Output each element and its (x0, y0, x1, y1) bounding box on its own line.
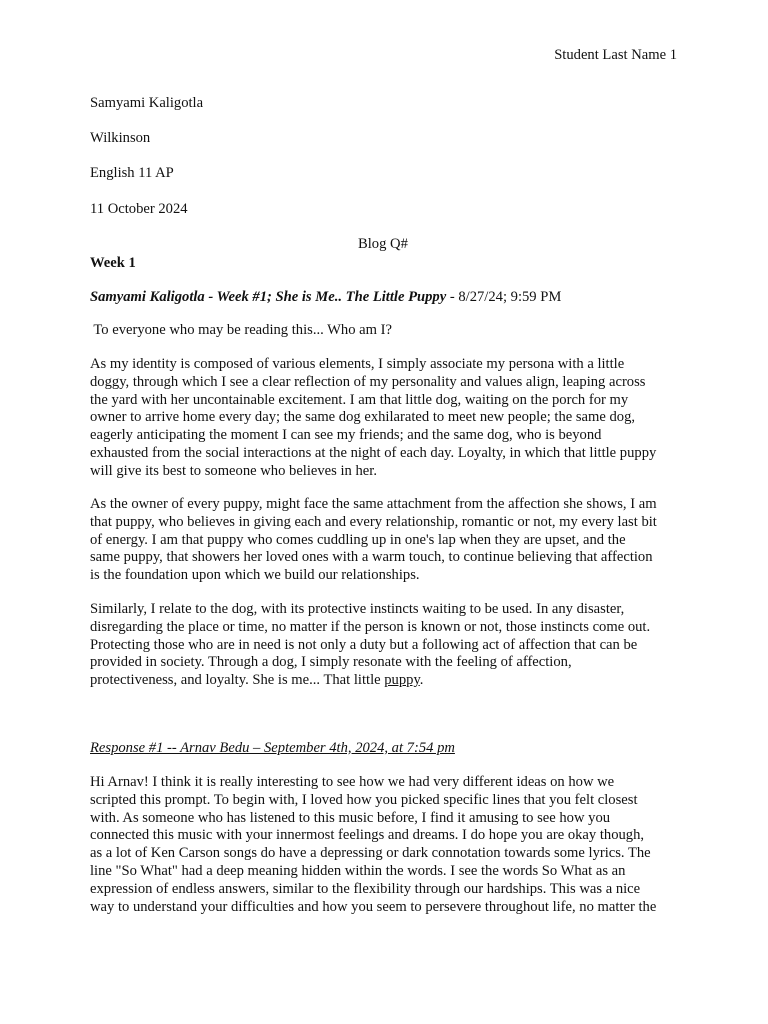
paragraph-line: doggy, through which I see a clear reflection of my personality and values align, leaping across (90, 373, 646, 390)
paragraph-line: as a lot of Ken Carson songs do have a depressing or dark connotation towards some lyrics. The (90, 845, 651, 862)
document-title: Blog Q# (358, 236, 408, 252)
paragraph-line: disregarding the place or time, no matter if the person is known or not, those instincts come out. (90, 618, 651, 635)
response-heading: Response #1 -- Arnav Bedu – September 4th, 2024, at 7:54 pm (90, 740, 455, 756)
paragraph-line: Similarly, I relate to the dog, with its protective instincts waiting to be used. In any disaster, (90, 601, 625, 617)
post-title: Samyami Kaligotla - Week #1; She is Me.. The Little Puppy (90, 289, 447, 305)
paragraph-line: way to understand your difficulties and how you seem to persevere throughout life, no matter the (90, 898, 657, 915)
post-paragraph-3 (90, 601, 680, 690)
paragraph-line: owner to arrive home every day; the same dog exhilarated to meet new people; the same dog, (90, 409, 636, 426)
post-intro: To everyone who may be reading this... Who am I? (90, 322, 392, 338)
paragraph-line: Protecting those who are in need is not only a duty but a following act of affection that can be (90, 636, 638, 653)
paragraph-line: that puppy, who believes in giving each and every relationship, romantic or not, my every last bit (90, 513, 657, 530)
paragraph-line: exhausted from the social interactions at the night of each day. Loyalty, in which that little puppy (90, 444, 657, 461)
post-title-line (90, 289, 561, 307)
paragraph-line: line "So What" had a deep meaning hidden within the words. I see the words So What as an (90, 862, 626, 879)
paragraph-line: is the foundation upon which we build our relationships. (90, 567, 420, 584)
paragraph-line: will give its best to someone who believes in her. (90, 462, 377, 479)
paragraph-line: provided in society. Through a dog, I simply resonate with the feeling of affection, (90, 654, 572, 671)
teacher-name: Wilkinson (90, 130, 151, 146)
paragraph-line: connected this music with your innermost feelings and dreams. I do hope you are okay though, (90, 827, 645, 844)
paragraph-line: eagerly anticipating the moment I can see my friends; and the same dog, who is beyond (90, 427, 602, 444)
paragraph-line: Hi Arnav! I think it is really interesting to see how we had very different ideas on how we (90, 774, 615, 790)
response-body (90, 774, 680, 916)
paragraph-line: scripted this prompt. To begin with, I loved how you picked specific lines that you felt closest (90, 791, 638, 808)
paragraph-text: protectiveness, and loyalty. She is me... That little (90, 672, 385, 689)
post-meta: - 8/27/24; 9:59 PM (446, 289, 562, 305)
paragraph-line: As my identity is composed of various elements, I simply associate my persona with a little (90, 356, 625, 372)
paragraph-line: with. As someone who has listened to this music before, I find it amusing to see how you (90, 809, 611, 826)
paragraph-line: of energy. I am that puppy who comes cuddling up in one's lap when they are upset, and the (90, 531, 626, 548)
post-paragraph-2 (90, 496, 680, 585)
post-paragraph-1 (90, 356, 680, 481)
paragraph-line: the yard with her uncontainable excitement. I am that little dog, waiting on the porch for my (90, 391, 629, 408)
paragraph-line: expression of endless answers, similar to the flexibility through our hardships. This was a nice (90, 880, 641, 897)
paragraph-line: As the owner of every puppy, might face the same attachment from the affection she shows, I am (90, 496, 657, 512)
course-name: English 11 AP (90, 165, 174, 181)
puppy-link[interactable]: puppy (384, 672, 420, 689)
paragraph-last-line (90, 672, 680, 690)
running-head: Student Last Name 1 (554, 47, 677, 63)
week-label: Week 1 (90, 255, 136, 271)
heading-date: 11 October 2024 (90, 201, 188, 217)
paragraph-text: . (419, 672, 424, 689)
student-name: Samyami Kaligotla (90, 95, 204, 111)
paragraph-line: same puppy, that showers her loved ones with a warm touch, to continue believing that affection (90, 549, 653, 566)
